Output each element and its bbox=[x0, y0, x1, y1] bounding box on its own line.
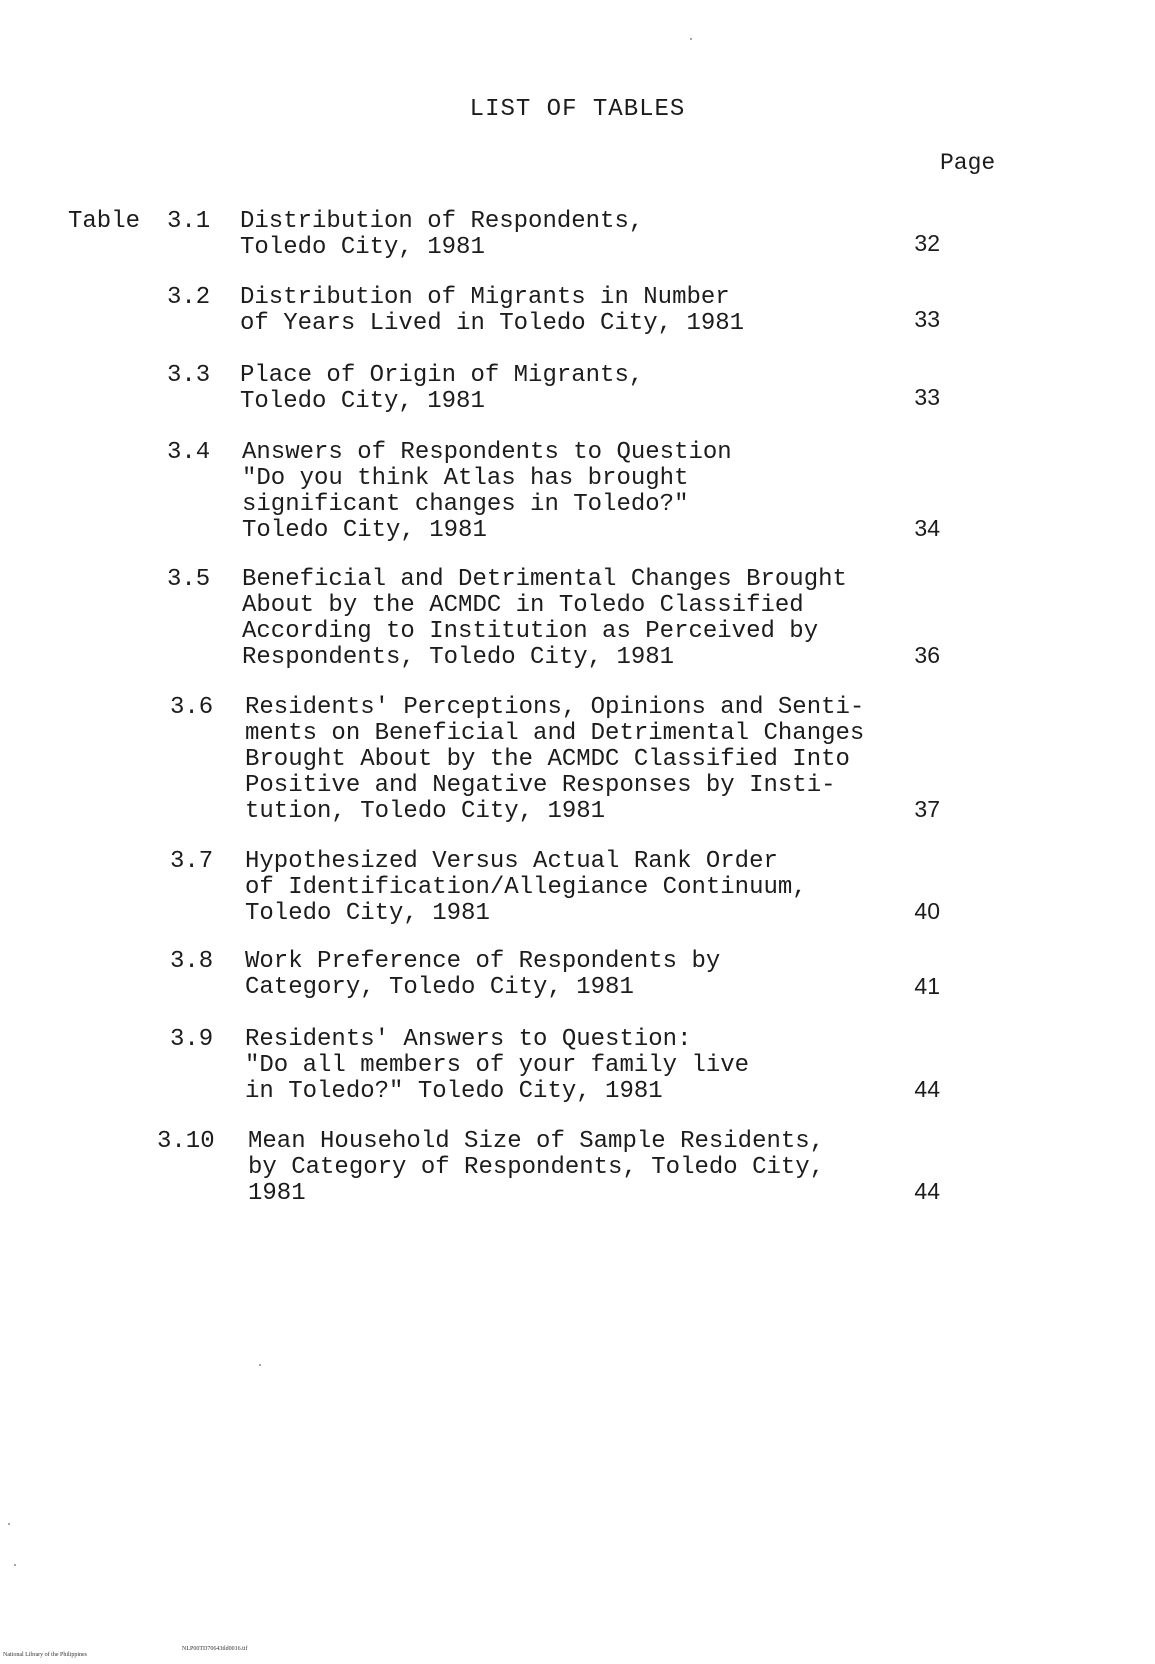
entry-line: Place of Origin of Migrants, bbox=[240, 362, 644, 389]
entry-line: Category, Toledo City, 1981 bbox=[245, 974, 634, 1001]
page-number: 32 bbox=[914, 230, 940, 256]
scan-speck bbox=[259, 1364, 261, 1366]
scan-speck bbox=[14, 1564, 16, 1566]
entry-line: 1981 bbox=[248, 1180, 306, 1207]
table-number: 3.9 bbox=[170, 1026, 214, 1053]
entry-line: Distribution of Respondents, bbox=[240, 208, 644, 235]
table-number: 3.3 bbox=[167, 362, 211, 389]
entry-line: in Toledo?" Toledo City, 1981 bbox=[245, 1078, 663, 1105]
page-number: 34 bbox=[914, 515, 940, 541]
scan-filename: NLP00TD70643tld0016.tif bbox=[182, 1646, 248, 1652]
scan-footer bbox=[0, 1646, 248, 1664]
entry-line: According to Institution as Perceived by bbox=[242, 618, 819, 645]
table-prefix: Table bbox=[68, 208, 141, 235]
table-number: 3.2 bbox=[167, 284, 211, 311]
table-number: 3.6 bbox=[170, 694, 214, 721]
entry-line: Toledo City, 1981 bbox=[242, 517, 487, 544]
entry-line: "Do all members of your family live bbox=[245, 1052, 750, 1079]
table-number: 3.8 bbox=[170, 948, 214, 975]
entry-line: Hypothesized Versus Actual Rank Order bbox=[245, 848, 778, 875]
page-number: 41 bbox=[914, 973, 940, 999]
entry-line: ments on Beneficial and Detrimental Changes bbox=[245, 720, 865, 747]
scan-speck bbox=[8, 1523, 10, 1525]
page-number: 33 bbox=[914, 384, 940, 410]
entry-line: "Do you think Atlas has brought bbox=[242, 465, 689, 492]
entry-line: Respondents, Toledo City, 1981 bbox=[242, 644, 675, 671]
page-column-heading: Page bbox=[940, 150, 996, 176]
page-number: 33 bbox=[914, 306, 940, 332]
entry-line: by Category of Respondents, Toledo City, bbox=[248, 1154, 825, 1181]
table-number: 3.1 bbox=[167, 208, 211, 235]
table-number: 3.10 bbox=[157, 1128, 215, 1155]
entry-line: Toledo City, 1981 bbox=[240, 234, 485, 261]
entry-line: Residents' Answers to Question: bbox=[245, 1026, 692, 1053]
page-number: 44 bbox=[914, 1076, 940, 1102]
entry-line: Beneficial and Detrimental Changes Brought bbox=[242, 566, 847, 593]
entry-line: Positive and Negative Responses by Insti- bbox=[245, 772, 836, 799]
entry-line: of Years Lived in Toledo City, 1981 bbox=[240, 310, 745, 337]
entry-line: Toledo City, 1981 bbox=[240, 388, 485, 415]
table-number: 3.5 bbox=[167, 566, 211, 593]
page-number: 40 bbox=[914, 898, 940, 924]
entry-line: significant changes in Toledo?" bbox=[242, 491, 689, 518]
entry-line: About by the ACMDC in Toledo Classified bbox=[242, 592, 804, 619]
entry-line: tution, Toledo City, 1981 bbox=[245, 798, 606, 825]
entry-line: Work Preference of Respondents by bbox=[245, 948, 721, 975]
page-number: 44 bbox=[914, 1178, 940, 1204]
entry-line: Residents' Perceptions, Opinions and Senti- bbox=[245, 694, 865, 721]
entry-line: Mean Household Size of Sample Residents, bbox=[248, 1128, 825, 1155]
page-number: 37 bbox=[914, 796, 940, 822]
entry-line: Distribution of Migrants in Number bbox=[240, 284, 730, 311]
page-title: LIST OF TABLES bbox=[469, 96, 686, 123]
entry-line: Brought About by the ACMDC Classified Into bbox=[245, 746, 850, 773]
scan-speck bbox=[690, 38, 692, 40]
page-number: 36 bbox=[914, 642, 940, 668]
table-number: 3.4 bbox=[167, 439, 211, 466]
entry-line: Toledo City, 1981 bbox=[245, 900, 490, 927]
entry-line: Answers of Respondents to Question bbox=[242, 439, 732, 466]
entry-line: of Identification/Allegiance Continuum, bbox=[245, 874, 807, 901]
table-number: 3.7 bbox=[170, 848, 214, 875]
library-credit: National Library of the Philippines bbox=[3, 1652, 87, 1658]
